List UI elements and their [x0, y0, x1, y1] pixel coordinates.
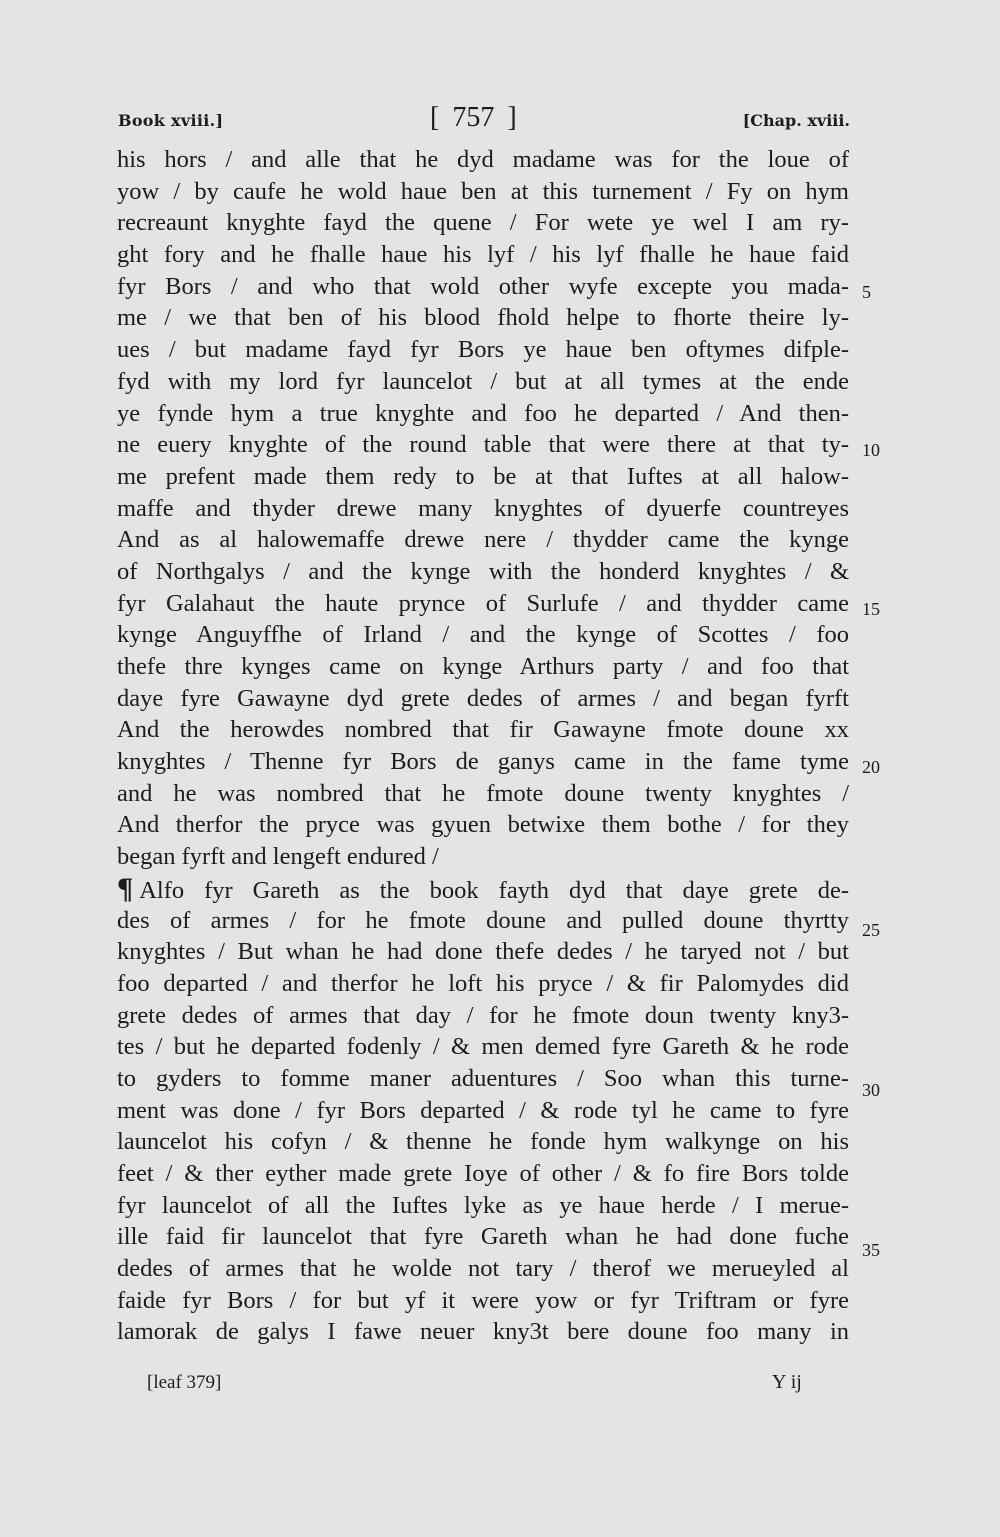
text-line-content: his hors / and alle that he dyd madame was for the loue of — [117, 146, 849, 173]
text-line-content: lamorak de galys I fawe neuer kny3t bere doune foo many in — [117, 1318, 849, 1346]
text-line-content: des of armes / for he fmote doune and pulled doune thyrtty — [117, 906, 849, 934]
text-line-content: ille faid fir launcelot that fyre Gareth whan he had done fuche — [117, 1223, 849, 1251]
text-line — [117, 1031, 849, 1063]
line-number-20: 20 — [862, 757, 880, 777]
text-line — [117, 683, 849, 715]
text-line — [117, 429, 849, 461]
text-line — [117, 714, 849, 746]
text-line-content: me / we that ben of his blood fhold helpe to fhorte theire ly- — [117, 304, 849, 332]
text-line — [117, 1316, 849, 1348]
text-line-content: ues / but madame fayd fyr Bors ye haue ben oftymes difple- — [117, 336, 849, 364]
text-line-content: Alfo fyr Gareth as the book fayth dyd that daye grete de- — [139, 876, 849, 904]
text-line-content: fyr Bors / and who that wold other wyfe excepte you mada- — [117, 272, 849, 300]
text-line-content: of Northgalys / and the kynge with the honderd knyghtes / & — [117, 557, 849, 585]
text-line — [117, 1285, 849, 1317]
text-line — [117, 809, 849, 841]
text-line-content: foo departed / and therfor he loft his pryce / & fir Palomydes did — [117, 969, 849, 997]
page-number: [ 757 ] — [430, 102, 517, 133]
text-line — [117, 841, 849, 873]
line-number-30: 30 — [862, 1080, 880, 1100]
text-line — [117, 1063, 849, 1095]
body-text — [117, 144, 849, 1348]
text-line-content: yow / by caufe he wold haue ben at this turnement / Fy on hym — [117, 177, 849, 205]
text-line-content: And the herowdes nombred that fir Gawayne fmote doune xx — [117, 716, 849, 744]
text-line-content: ye fynde hym a true knyghte and foo he departed / And then- — [117, 399, 849, 427]
text-line — [117, 588, 849, 620]
text-line-content: knyghtes / Thenne fyr Bors de ganys came in the fame tyme — [117, 748, 849, 776]
running-header-book: Book xviii.] — [118, 111, 224, 130]
text-line — [117, 905, 849, 937]
text-line — [117, 651, 849, 683]
text-line — [117, 746, 849, 778]
text-line-content: thefe thre kynges came on kynge Arthurs party / and foo that — [117, 653, 849, 680]
paragraph-mark-icon: ¶ — [117, 871, 134, 905]
text-line-content: feet / & ther eyther made grete Ioye of other / & fo fire Bors tolde — [117, 1160, 849, 1187]
text-line-content: fyr Galahaut the haute prynce of Surlufe / and thydder came — [117, 589, 849, 617]
line-number-10: 10 — [862, 440, 880, 460]
line-number-25: 25 — [862, 920, 880, 940]
text-line-content: faide fyr Bors / for but yf it were yow or fyr Triftram or fyre — [117, 1286, 849, 1314]
line-number-15: 15 — [862, 599, 880, 619]
text-line — [117, 778, 849, 810]
text-line-content: fyd with my lord fyr launcelot / but at all tymes at the ende — [117, 367, 849, 395]
text-line-content: kynge Anguyffhe of Irland / and the kynge of Scottes / foo — [117, 621, 849, 649]
text-line-content: ment was done / fyr Bors departed / & rode tyl he came to fyre — [117, 1096, 849, 1124]
text-line-content: And therfor the pryce was gyuen betwixe them bothe / for they — [117, 811, 849, 839]
text-line — [117, 873, 849, 905]
leaf-reference: [leaf 379] — [147, 1372, 222, 1393]
text-line-content: launcelot his cofyn / & thenne he fonde hym walkynge on his — [117, 1128, 849, 1156]
text-line — [117, 1190, 849, 1222]
text-line — [117, 461, 849, 493]
text-line — [117, 398, 849, 430]
text-line-content: and he was nombred that he fmote doune twenty knyghtes / — [117, 779, 849, 807]
text-line — [117, 1095, 849, 1127]
text-line-content: to gyders to fomme maner aduentures / Soo whan this turne- — [117, 1064, 849, 1092]
text-line — [117, 302, 849, 334]
text-line — [117, 1126, 849, 1158]
text-line-content: fyr launcelot of all the Iuftes lyke as ye haue herde / I merue- — [117, 1191, 849, 1219]
signature-mark: Y ij — [772, 1371, 802, 1393]
text-line-content: tes / but he departed fodenly / & men demed fyre Gareth & he rode — [117, 1033, 849, 1061]
text-line — [117, 936, 849, 968]
text-line-content: maffe and thyder drewe many knyghtes of dyuerfe countreyes — [117, 494, 849, 522]
text-line-content: knyghtes / But whan he had done thefe dedes / he taryed not / but — [117, 938, 849, 966]
text-line — [117, 1221, 849, 1253]
text-line-content: recreaunt knyghte fayd the quene / For wete ye wel I am ry- — [117, 209, 849, 237]
text-line — [117, 493, 849, 525]
text-line-content: dedes of armes that he wolde not tary / therof we merueyled al — [117, 1255, 849, 1283]
text-line — [117, 556, 849, 588]
text-line — [117, 207, 849, 239]
text-line — [117, 1253, 849, 1285]
text-line-content: me prefent made them redy to be at that Iuftes at all halow- — [117, 462, 849, 490]
running-header-chapter: [Chap. xviii. — [742, 111, 850, 130]
text-line-content: And as al halowemaffe drewe nere / thydder came the kynge — [117, 526, 849, 554]
text-line — [117, 1000, 849, 1032]
line-number-5: 5 — [862, 282, 871, 302]
text-line-content: began fyrft and lengeft endured / — [117, 843, 439, 871]
text-line-content: grete dedes of armes that day / for he fmote doun twenty kny3- — [117, 1001, 849, 1029]
text-line — [117, 968, 849, 1000]
line-number-35: 35 — [862, 1240, 880, 1260]
text-line — [117, 366, 849, 398]
text-line — [117, 144, 849, 176]
text-line — [117, 271, 849, 303]
text-line — [117, 1158, 849, 1190]
text-line-content: daye fyre Gawayne dyd grete dedes of armes / and began fyrft — [117, 684, 849, 712]
text-line — [117, 176, 849, 208]
text-line — [117, 524, 849, 556]
text-line — [117, 334, 849, 366]
text-line — [117, 619, 849, 651]
text-line-content: ght fory and he fhalle haue his lyf / his lyf fhalle he haue faid — [117, 241, 849, 269]
text-line — [117, 239, 849, 271]
text-line-content: ne euery knyghte of the round table that were there at that ty- — [117, 431, 849, 459]
